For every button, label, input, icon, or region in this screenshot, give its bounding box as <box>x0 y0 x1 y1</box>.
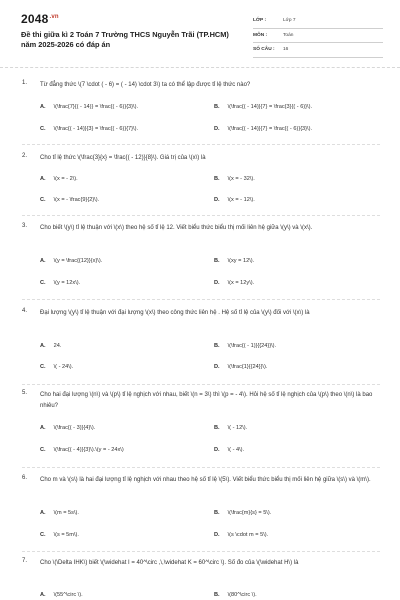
question-divider <box>22 299 380 300</box>
option-letter: B. <box>214 258 220 264</box>
option-a[interactable] <box>40 510 79 516</box>
option-a[interactable] <box>40 258 102 264</box>
option-text: \( - 24\). <box>53 364 74 370</box>
option-b[interactable] <box>214 104 312 110</box>
option-a[interactable] <box>40 592 83 598</box>
option-text: \( - 12\). <box>227 425 248 431</box>
info-label: LỚP : <box>253 18 267 24</box>
question-divider <box>22 467 380 468</box>
question-number: 4. <box>22 308 28 314</box>
option-letter: A. <box>40 258 46 264</box>
info-value: Toán <box>283 32 294 38</box>
option-letter: C. <box>40 126 46 132</box>
document-info-panel <box>253 14 383 58</box>
question-number: 3. <box>22 223 28 229</box>
option-c[interactable] <box>40 197 99 203</box>
info-row-subject <box>253 29 383 44</box>
option-letter: D. <box>214 197 220 203</box>
option-text: \(\frac{( - 14)}{3} = \frac{( - 6)}{7}\). <box>53 126 139 132</box>
question-number: 7. <box>22 558 28 564</box>
option-letter: C. <box>40 532 46 538</box>
option-text: \(x = - 32\). <box>227 176 255 182</box>
option-a[interactable] <box>40 176 78 182</box>
question-text: Cho tỉ lệ thức \(\frac{3}{x} = \frac{( - 12)}{8}\). Giá trị của \(x\) là <box>40 155 206 161</box>
option-text: \(\frac{( - 14)}{7} = \frac{( - 6)}{3}\). <box>227 126 313 132</box>
option-text: \(55^\circ \). <box>53 592 83 598</box>
option-text: \(s = 5m\). <box>53 532 79 538</box>
question-text: Cho \(\Delta IHK\) biết \(\widehat I = 40^\circ ,\,\widehat K = 60^\circ \). Số đo của \(\widehat H\) là <box>40 560 299 566</box>
option-letter: B. <box>214 104 220 110</box>
question-text: Đại lượng \(y\) tỉ lệ thuận với đại lượng \(x\) theo công thức liên hệ . Hệ số tỉ lệ của \(y\) đối với \(x\) là <box>40 310 310 316</box>
option-text: \(xy = 12\). <box>227 258 255 264</box>
question-divider <box>22 144 380 145</box>
option-text: \(\frac{( - 4)}{3}\).\(y = - 24x\) <box>53 447 124 453</box>
option-b[interactable] <box>214 343 276 349</box>
question-text: Cho m và \(s\) là hai đại lượng tỉ lệ nghịch với nhau theo hệ số tỉ lệ \(5\). Viết biểu thức biểu thị mối liên hệ giữa \(s\) và \(m\). <box>40 477 371 483</box>
option-letter: B. <box>214 343 220 349</box>
option-c[interactable] <box>40 364 73 370</box>
option-letter: A. <box>40 425 46 431</box>
option-text: \(x = - \frac{9}{2}\). <box>53 197 100 203</box>
option-text: \(\frac{( - 14)}{7} = \frac{3}{( - 6)}\). <box>227 104 313 110</box>
question-divider <box>22 551 380 552</box>
question-divider <box>22 384 380 385</box>
option-d[interactable] <box>214 280 254 286</box>
option-letter: C. <box>40 447 46 453</box>
option-letter: A. <box>40 176 46 182</box>
option-letter: B. <box>214 176 220 182</box>
option-d[interactable] <box>214 447 244 453</box>
info-label: SỐ CÂU : <box>253 47 275 53</box>
option-text: \(y = 12x\). <box>53 280 81 286</box>
logo-main: 2048 <box>21 12 49 26</box>
option-letter: A. <box>40 343 46 349</box>
question-number: 5. <box>22 390 28 396</box>
option-d[interactable] <box>214 126 312 132</box>
option-c[interactable] <box>40 447 124 453</box>
option-text: \(x = - 12\). <box>227 197 255 203</box>
option-a[interactable] <box>40 104 138 110</box>
option-letter: D. <box>214 280 220 286</box>
site-logo[interactable] <box>21 12 59 26</box>
option-letter: D. <box>214 532 220 538</box>
question-number: 2. <box>22 153 28 159</box>
option-text: \(\frac{m}{s} = 5\). <box>227 510 272 516</box>
option-letter: D. <box>214 126 220 132</box>
option-text: \(\frac{1}{{24}}\). <box>227 364 268 370</box>
option-b[interactable] <box>214 425 247 431</box>
info-row-class <box>253 14 383 29</box>
option-text: \( - 4\). <box>227 447 245 453</box>
option-d[interactable] <box>214 197 255 203</box>
option-letter: C. <box>40 364 46 370</box>
info-label: MÔN : <box>253 32 268 38</box>
option-text: \(80^\circ \). <box>227 592 257 598</box>
option-text: \(y = \frac{{12}}{x}\). <box>53 258 103 264</box>
option-letter: A. <box>40 510 46 516</box>
option-letter: A. <box>40 104 46 110</box>
page-header <box>0 0 400 62</box>
option-letter: B. <box>214 425 220 431</box>
option-letter: D. <box>214 447 220 453</box>
option-b[interactable] <box>214 592 257 598</box>
option-d[interactable] <box>214 364 267 370</box>
option-c[interactable] <box>40 532 79 538</box>
option-text: \(x = 12y\). <box>227 280 255 286</box>
option-text: \(m = 5s\). <box>53 510 79 516</box>
option-letter: C. <box>40 280 46 286</box>
option-a[interactable] <box>40 343 61 349</box>
question-number: 6. <box>22 475 28 481</box>
logo-sub: .vn <box>49 14 59 20</box>
option-text: \(x = - 2\). <box>53 176 78 182</box>
option-letter: A. <box>40 592 46 598</box>
option-text: \(\frac{7}{( - 14)} = \frac{( - 6)}{3}\). <box>53 104 139 110</box>
option-letter: B. <box>214 510 220 516</box>
option-text: \(s \cdot m = 5\). <box>227 532 269 538</box>
option-b[interactable] <box>214 258 254 264</box>
info-value: Lớp 7 <box>283 18 296 24</box>
question-text: Từ đẳng thức \(7 \cdot ( - 6) = ( - 14) \cdot 3\) ta có thể lập được tỉ lệ thức nào? <box>40 82 251 88</box>
document-title: Đề thi giữa kì 2 Toán 7 Trường THCS Nguyễn Trãi (TP.HCM) năm 2025-2026 có đáp án <box>21 30 229 49</box>
option-c[interactable] <box>40 280 80 286</box>
option-letter: C. <box>40 197 46 203</box>
question-text: Cho hai đại lượng \(n\) và \(p\) tỉ lệ nghịch với nhau, biết \(n = 3\) thì \(p = - 4\). Hỏi hệ số tỉ lệ nghịch của \(p\) theo \(n\) là bao nhiêu? <box>40 392 373 409</box>
info-row-question-count <box>253 43 383 58</box>
header-divider <box>0 67 400 68</box>
question-text: Cho biết \(y\) tỉ lệ thuận với \(x\) theo hệ số tỉ lệ 12. Viết biểu thức biểu thị mối liên hệ giữa \(y\) và \(x\). <box>40 225 313 231</box>
question-number: 1. <box>22 80 28 86</box>
option-b[interactable] <box>214 176 255 182</box>
option-b[interactable] <box>214 510 271 516</box>
option-d[interactable] <box>214 532 268 538</box>
option-text: \(\frac{( - 1)}{{24}}\). <box>227 343 277 349</box>
question-divider <box>22 215 380 216</box>
option-a[interactable] <box>40 425 95 431</box>
info-value: 16 <box>283 47 289 53</box>
option-letter: B. <box>214 592 220 598</box>
option-text: 24. <box>53 343 62 349</box>
option-letter: D. <box>214 364 220 370</box>
option-c[interactable] <box>40 126 138 132</box>
option-text: \(\frac{( - 3)}{4}\). <box>53 425 96 431</box>
